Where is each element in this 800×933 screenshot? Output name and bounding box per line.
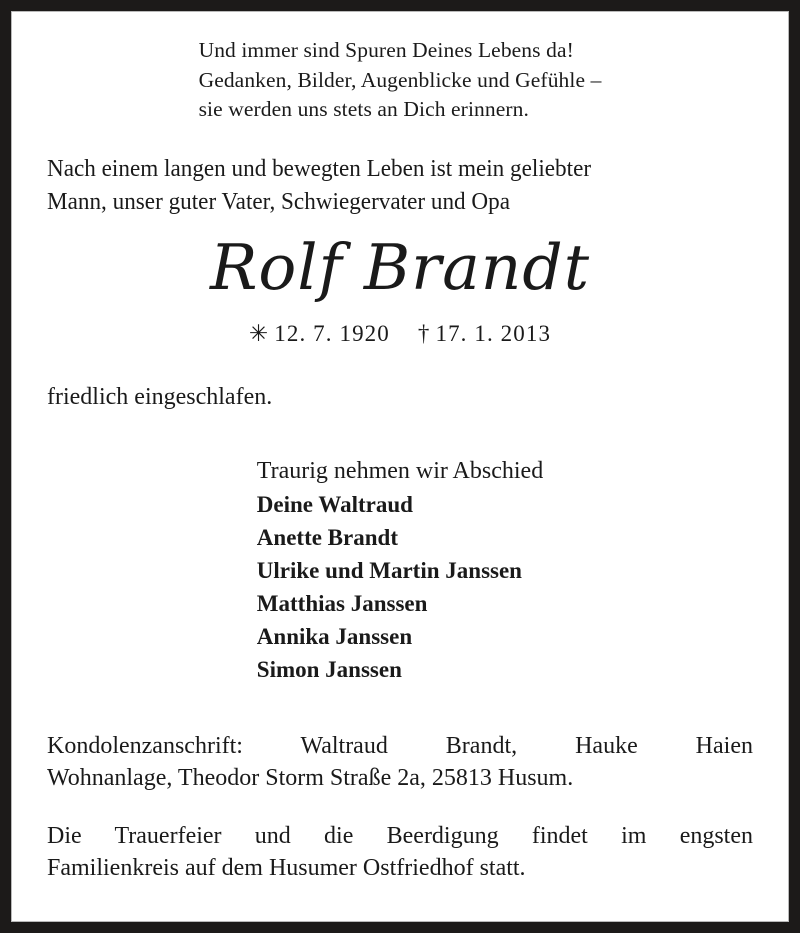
mourner-name: Matthias Janssen [256,590,428,616]
ceremony-line-2: Familienkreis auf dem Husumer Ostfriedhof statt. [47,854,526,881]
mourner-name: Anette Brandt [256,524,398,550]
death-cross-icon: † [417,320,431,346]
mourners-heading: Traurig nehmen wir Abschied [256,457,544,484]
verse-line-3: sie werden uns stets an Dich erinnern. [198,97,529,121]
deceased-name: Rolf Brandt [209,230,591,304]
life-dates [47,319,753,349]
intro-line-1: Nach einem langen und bewegten Leben ist mein geliebter [47,155,592,182]
mourners-block [47,455,753,686]
death-date: 17. 1. 2013 [435,320,552,346]
condolence-line-2: Wohnanlage, Theodor Storm Straße 2a, 25813 Husum. [47,764,574,791]
notice-content [11,11,789,922]
condolence-line-1: Kondolenzanschrift: Waltraud Brandt, Hauke Haien [47,732,753,759]
verse-block [47,11,753,125]
intro-text [47,153,728,219]
mourner-name: Ulrike und Martin Janssen [256,557,522,583]
intro-line-2: Mann, unser guter Vater, Schwiegervater und Opa [47,188,510,215]
birth-date: 12. 7. 1920 [274,320,390,346]
ceremony-note [47,820,753,884]
mourner-name: Deine Waltraud [256,491,413,517]
ceremony-line-1: Die Trauerfeier und die Beerdigung findet im engsten [47,822,753,849]
condolence-address [47,730,753,794]
mourner-name: Simon Janssen [256,656,402,682]
verse-line-2: Gedanken, Bilder, Augenblicke und Gefühle – [198,67,602,92]
passed-away-line: friedlich eingeschlafen. [47,383,273,410]
mourner-name: Annika Janssen [256,623,413,649]
verse-line-1: Und immer sind Spuren Deines Lebens da! [198,38,574,62]
birth-star-icon: ✳ [248,320,270,346]
